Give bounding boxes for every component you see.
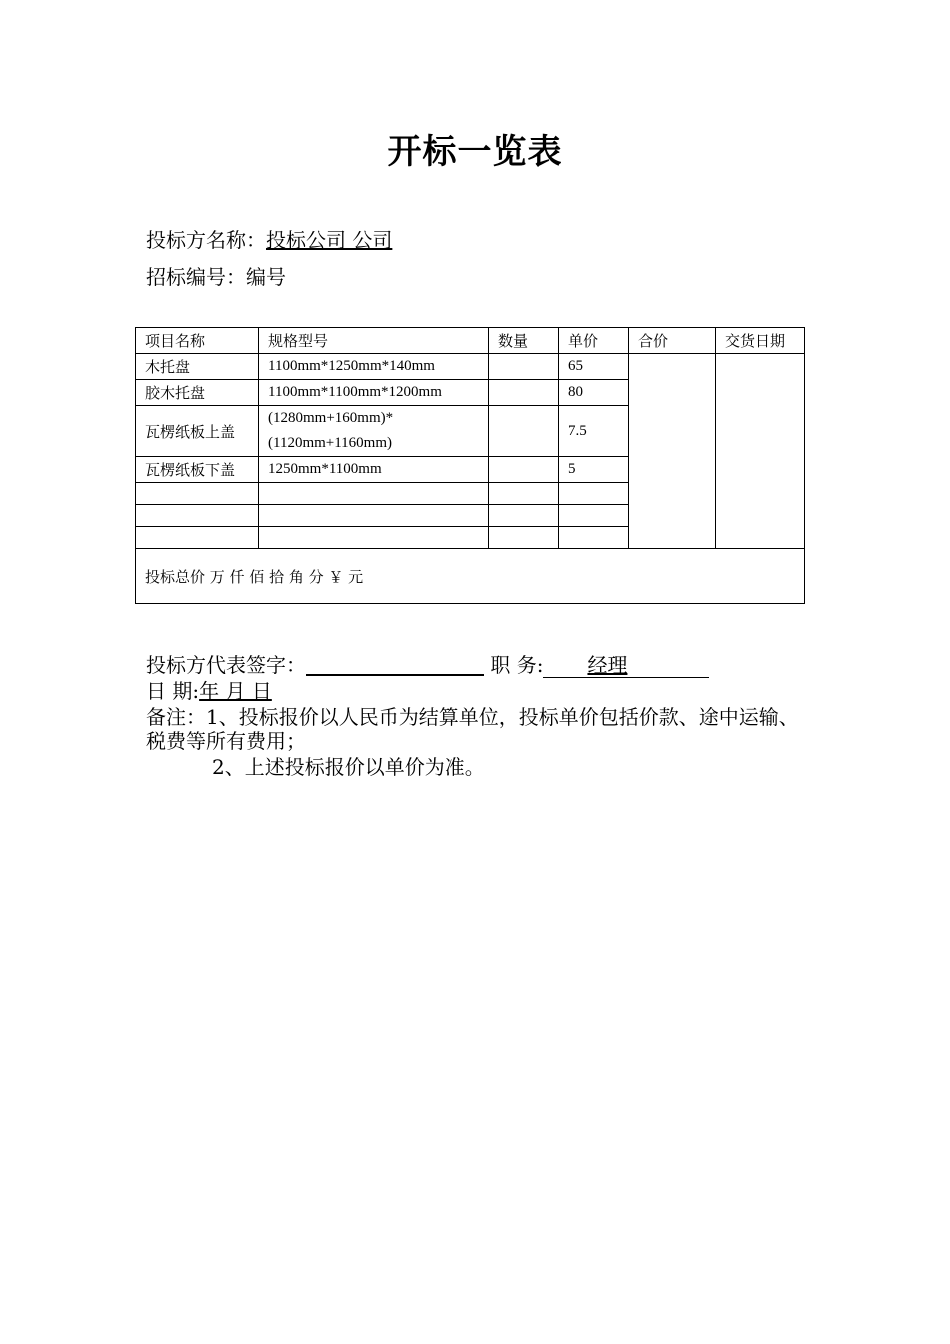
note-line-1: 备注：1、投标报价以人民币为结算单位，投标单价包括价款、途中运输、税费等所有费用； <box>146 705 799 753</box>
tender-no-label: 招标编号： <box>146 265 246 289</box>
quantity-cell <box>489 527 559 549</box>
header-cell: 数量 <box>489 328 559 354</box>
quantity-cell <box>489 505 559 527</box>
item-name-cell: 瓦楞纸板上盖 <box>136 406 259 457</box>
quantity-cell <box>489 380 559 406</box>
header-cell: 单价 <box>559 328 629 354</box>
spec-cell <box>259 380 489 406</box>
bid-table <box>135 327 805 604</box>
unit-price-cell <box>559 505 629 527</box>
spec-line: 1100mm*1100mm*1200mm <box>268 384 442 400</box>
item-name-cell: 木托盘 <box>136 354 259 380</box>
unit-price-cell <box>559 483 629 505</box>
header-cell: 规格型号 <box>259 328 489 354</box>
spec-cell <box>259 457 489 483</box>
unit-price-cell: 7.5 <box>559 406 629 457</box>
position-label: 职 务: <box>484 653 544 677</box>
unit-price-cell: 65 <box>559 354 629 380</box>
spec-cell <box>259 354 489 380</box>
bidder-value: 投标公司 公司 <box>266 228 393 252</box>
spec-line: 1250mm*1100mm <box>268 461 382 477</box>
quantity-cell <box>489 483 559 505</box>
spec-line: 1100mm*1250mm*140mm <box>268 358 435 374</box>
note-line-2: 2、上述投标报价以单价为准。 <box>212 755 485 779</box>
item-name-cell <box>136 483 259 505</box>
unit-price-cell: 5 <box>559 457 629 483</box>
bidder-label: 投标方名称： <box>146 228 266 252</box>
quantity-cell <box>489 406 559 457</box>
unit-price-cell: 80 <box>559 380 629 406</box>
item-name-cell: 胶木托盘 <box>136 380 259 406</box>
table-header-row <box>136 328 805 354</box>
spec-line: (1280mm+160mm)* <box>268 410 394 426</box>
quantity-cell <box>489 354 559 380</box>
spec-line: (1120mm+1160mm) <box>268 435 393 451</box>
signature-field[interactable] <box>306 654 484 676</box>
page-title: 开标一览表 <box>387 132 563 172</box>
item-name-cell <box>136 527 259 549</box>
sign-label: 投标方代表签字： <box>146 653 306 677</box>
header-cell: 合价 <box>629 328 716 354</box>
spec-cell <box>259 527 489 549</box>
subtotal-cell <box>629 354 716 549</box>
spec-cell <box>259 505 489 527</box>
header-cell: 交货日期 <box>716 328 805 354</box>
tender-no-line <box>146 261 286 290</box>
position-field[interactable] <box>543 653 709 678</box>
spec-cell <box>259 483 489 505</box>
total-row <box>136 549 805 604</box>
delivery-date-cell <box>716 354 805 549</box>
tender-no-value: 编号 <box>246 265 286 289</box>
quantity-cell <box>489 457 559 483</box>
position-value: 经理 <box>587 653 628 677</box>
unit-price-cell <box>559 527 629 549</box>
date-label: 日 期: <box>146 679 200 703</box>
date-value: 年 月 日 <box>199 679 272 703</box>
header-cell: 项目名称 <box>136 328 259 354</box>
total-price-cell: 投标总价 万 仟 佰 拾 角 分 ￥ 元 <box>136 549 805 604</box>
spec-cell <box>259 406 489 457</box>
date-line <box>146 679 272 703</box>
table-row <box>136 354 805 380</box>
bidder-line <box>146 224 392 253</box>
item-name-cell <box>136 505 259 527</box>
item-name-cell: 瓦楞纸板下盖 <box>136 457 259 483</box>
signature-line <box>146 653 709 678</box>
